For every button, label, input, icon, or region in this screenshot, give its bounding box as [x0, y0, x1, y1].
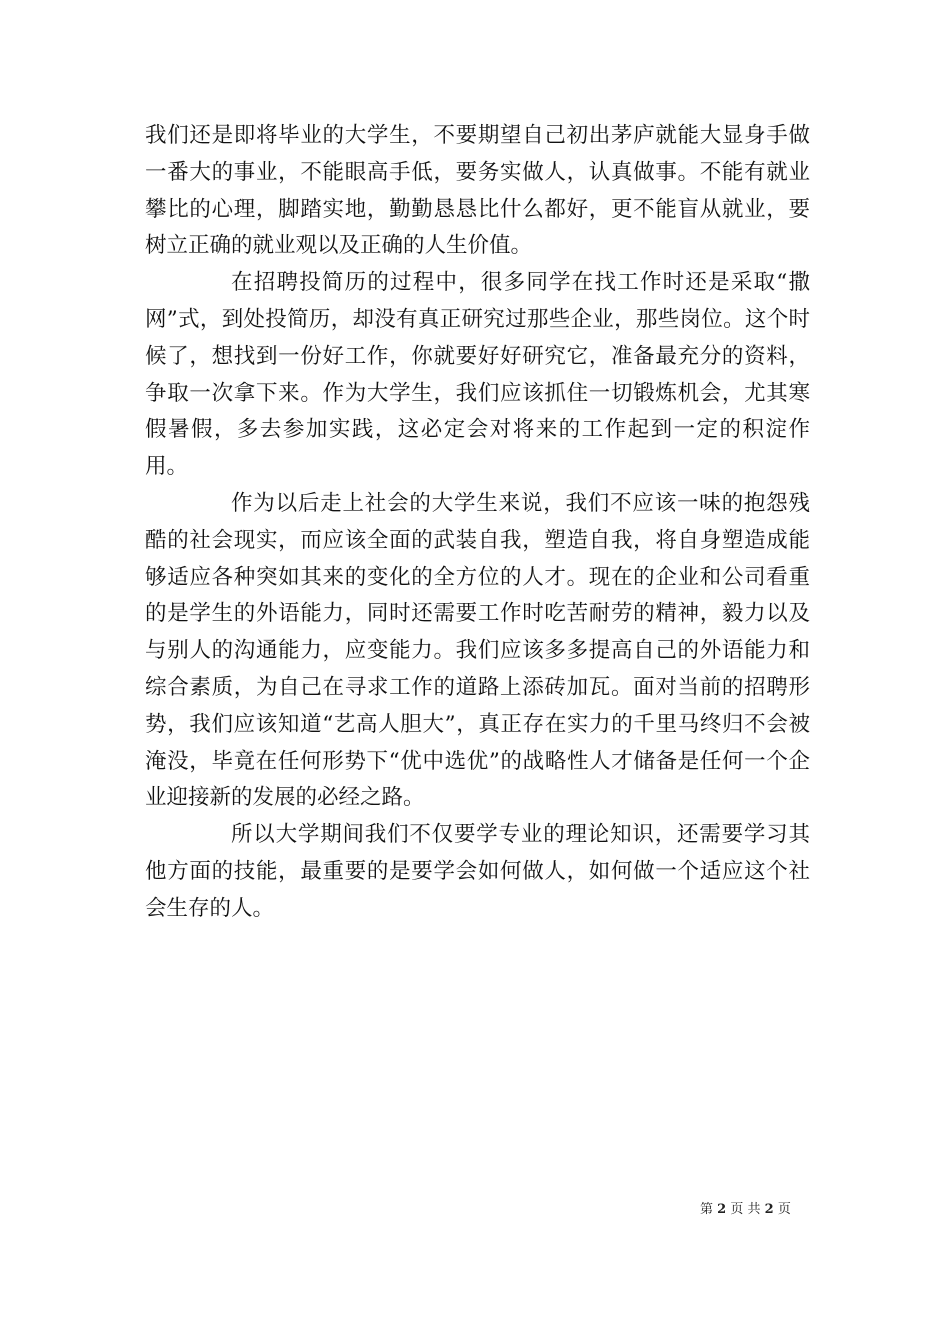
document-body [145, 118, 810, 928]
footer-total-pages: 2 [764, 1202, 774, 1217]
paragraph-2: 在招聘投简历的过程中，很多同学在找工作时还是采取“撒网”式，到处投简历，却没有真正研究过那些企业，那些岗位。这个时候了，想找到一份好工作，你就要好好研究它，准备最充分的资料，争取一次拿下来。作为大学生，我们应该抓住一切锻炼机会，尤其寒假暑假，多去参加实践，这必定会对将来的工作起到一定的积淀作用。 [145, 270, 810, 480]
page-footer [700, 1202, 820, 1218]
footer-suffix: 页 [777, 1202, 791, 1217]
paragraph-3: 作为以后走上社会的大学生来说，我们不应该一味的抱怨残酷的社会现实，而应该全面的武装自我，塑造自我，将自身塑造成能够适应各种突如其来的变化的全方位的人才。现在的企业和公司看重的是学生的外语能力，同时还需要工作时吃苦耐劳的精神，毅力以及与别人的沟通能力，应变能力。我们应该多多提高自己的外语能力和综合素质，为自己在寻求工作的道路上添砖加瓦。面对当前的招聘形势，我们应该知道“艺高人胆大”，真正存在实力的千里马终归不会被淹没，毕竟在任何形势下“优中选优”的战略性人才储备是任何一个企业迎接新的发展的必经之路。 [145, 490, 810, 811]
footer-middle: 页 共 [730, 1202, 761, 1217]
paragraph-1: 我们还是即将毕业的大学生，不要期望自己初出茅庐就能大显身手做一番大的事业，不能眼高手低，要务实做人，认真做事。不能有就业攀比的心理，脚踏实地，勤勤恳恳比什么都好，更不能盲从就业，要树立正确的就业观以及正确的人生价值。 [145, 123, 810, 259]
footer-prefix: 第 [700, 1202, 714, 1217]
footer-current-page: 2 [717, 1202, 727, 1217]
paragraph-4: 所以大学期间我们不仅要学专业的理论知识，还需要学习其他方面的技能，最重要的是要学会如何做人，如何做一个适应这个社会生存的人。 [145, 822, 810, 921]
